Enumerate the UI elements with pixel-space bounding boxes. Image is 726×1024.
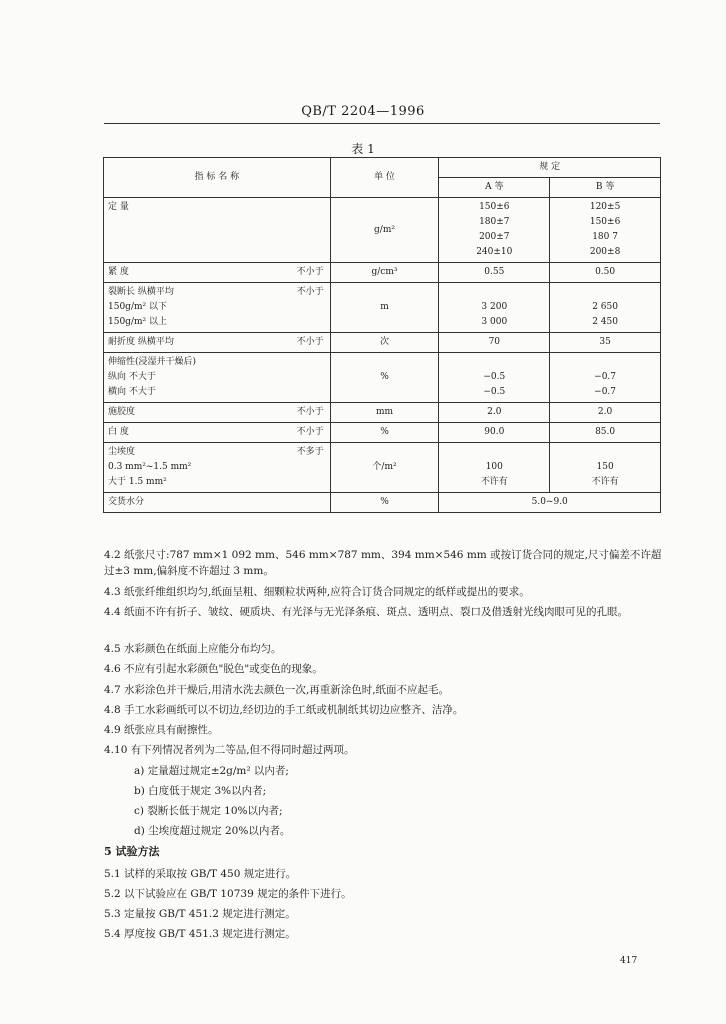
cell-line: 150±6 — [589, 217, 621, 227]
cell-line: 裂断长 纵横平均 — [108, 287, 174, 297]
cell-line: 85.0 — [595, 427, 616, 437]
cell-value: 5.0~9.0 — [439, 493, 661, 513]
cell-grade-a — [439, 283, 550, 333]
table-row — [104, 263, 661, 283]
paragraph: 4.5 水彩颜色在纸面上应能分布均匀。 — [104, 643, 282, 655]
header-grade-a: A 等 — [439, 178, 550, 198]
cell-grade-a — [439, 198, 550, 263]
cell-limit: 不小于 — [296, 337, 324, 347]
cell-unit: g/cm³ — [330, 263, 439, 283]
cell-line: 2 450 — [592, 317, 618, 327]
cell-line: 120±5 — [589, 202, 621, 212]
cell-line — [443, 445, 545, 460]
paragraph: 4.4 纸面不许有折子、皱纹、硬质块、有光泽与无光泽条痕、斑点、透明点、裂口及借透射光线肉眼可见的孔眼。 — [104, 606, 629, 618]
cell-line: 3 000 — [481, 317, 508, 327]
cell-grade-b — [550, 353, 661, 403]
sub-item: a) 定量超过规定±2g/m² 以内者; — [134, 765, 289, 777]
section-item: 5.1 试样的采取按 GB/T 450 规定进行。 — [104, 868, 297, 880]
sub-item: b) 白度低于规定 3%以内者; — [134, 785, 267, 797]
header-name: 指 标 名 称 — [104, 158, 331, 198]
cell-name — [104, 263, 331, 283]
page-header: QB/T 2204—1996 — [301, 104, 425, 119]
header-spec: 规 定 — [439, 158, 661, 178]
header-rule — [104, 123, 660, 124]
cell-grade-b — [550, 283, 661, 333]
cell-grade-a — [439, 353, 550, 403]
cell-line: 2 650 — [592, 302, 618, 312]
table-row — [104, 403, 661, 423]
cell-line: 施胶度 — [108, 407, 136, 417]
paragraph: 4.7 水彩涂色并干燥后,用清水洗去颜色一次,再重新涂色时,纸面不应起毛。 — [104, 684, 450, 696]
cell-line: 紧 度 — [108, 267, 129, 277]
cell-grade-b — [550, 333, 661, 353]
cell-grade-a — [439, 403, 550, 423]
cell-grade-b — [550, 198, 661, 263]
cell-limit: 不小于 — [296, 287, 324, 297]
cell-grade-b — [550, 403, 661, 423]
cell-line: 200±8 — [589, 247, 621, 257]
spec-table — [103, 157, 661, 513]
cell-grade-b — [550, 423, 661, 443]
cell-name — [104, 198, 331, 263]
cell-name — [104, 283, 331, 333]
cell-line: 大于 1.5 mm² — [108, 477, 167, 487]
cell-line: 横向 不大于 — [108, 387, 156, 397]
section-item: 5.2 以下试验应在 GB/T 10739 规定的条件下进行。 — [104, 888, 352, 900]
table-header-row — [104, 158, 661, 178]
cell-unit: % — [330, 423, 439, 443]
cell-line: 3 200 — [481, 302, 508, 312]
cell-limit: 不小于 — [296, 427, 324, 437]
cell-unit: 个/m² — [330, 443, 439, 493]
cell-line: 0.55 — [484, 267, 505, 277]
table-row — [104, 333, 661, 353]
cell-line — [554, 285, 656, 300]
cell-line: 2.0 — [597, 407, 613, 417]
cell-grade-b — [550, 263, 661, 283]
cell-line: 70 — [488, 337, 501, 347]
cell-line — [554, 445, 656, 460]
cell-grade-b — [550, 443, 661, 493]
cell-grade-a — [439, 443, 550, 493]
cell-line: 白 度 — [108, 427, 129, 437]
cell-grade-a — [439, 263, 550, 283]
cell-line: 150g/m² 以下 — [108, 302, 167, 312]
cell-line: 纵向 不大于 — [108, 372, 156, 382]
cell-line: 200±7 — [479, 232, 510, 242]
cell-line — [443, 285, 545, 300]
cell-line: 不许有 — [480, 477, 508, 487]
cell-limit: 不多于 — [296, 447, 324, 457]
cell-limit: 不小于 — [296, 267, 324, 277]
cell-line: 90.0 — [484, 427, 505, 437]
page-number: 417 — [620, 956, 638, 966]
cell-line: 150g/m² 以上 — [108, 317, 167, 327]
table-row-moisture — [104, 493, 661, 513]
paragraph: 4.6 不应有引起水彩颜色"脱色"或变色的现象。 — [104, 663, 323, 675]
paragraph: 4.10 有下列情况者列为二等品,但不得同时超过两项。 — [104, 744, 355, 756]
table-row — [104, 283, 661, 333]
cell-line: −0.7 — [594, 372, 617, 382]
cell-line: −0.5 — [483, 372, 506, 382]
cell-line: 0.50 — [595, 267, 616, 277]
paragraph: 4.2 纸张尺寸:787 mm×1 092 mm、546 mm×787 mm、394 mm×546 mm 或按订货合同的规定,尺寸偏差不许超过±3 mm,偏斜度不许超过 3 mm。 — [104, 549, 662, 577]
cell-limit: 不小于 — [296, 407, 324, 417]
cell-line: 150±6 — [479, 202, 510, 212]
cell-unit: mm — [330, 403, 439, 423]
cell-line: −0.7 — [594, 387, 617, 397]
cell-line: 150 — [596, 462, 614, 472]
cell-name — [104, 423, 331, 443]
cell-line: 伸缩性(浸湿并干燥后) — [108, 357, 197, 367]
cell-line — [443, 355, 545, 370]
paragraph: 4.3 纸张纤维组织均匀,纸面呈粗、细颗粒状两种,应符合订货合同规定的纸样或提出的要求。 — [104, 586, 530, 598]
cell-name — [104, 333, 331, 353]
cell-line: 耐折度 纵横平均 — [108, 337, 174, 347]
cell-line: 100 — [485, 462, 503, 472]
cell-unit: % — [330, 353, 439, 403]
table-caption: 表 1 — [351, 142, 375, 156]
cell-line: 不许有 — [591, 477, 619, 487]
header-grade-b: B 等 — [550, 178, 661, 198]
cell-line — [554, 355, 656, 370]
cell-line: 35 — [599, 337, 611, 347]
table-row — [104, 198, 661, 263]
cell-name — [104, 443, 331, 493]
cell-grade-a — [439, 423, 550, 443]
cell-line: 0.3 mm²~1.5 mm² — [108, 462, 192, 472]
cell-line: 180 7 — [592, 232, 618, 242]
cell-line: −0.5 — [483, 387, 506, 397]
cell-name — [104, 353, 331, 403]
cell-line: 180±7 — [479, 217, 510, 227]
table-row — [104, 423, 661, 443]
paragraph: 4.9 纸张应具有耐擦性。 — [104, 724, 219, 736]
cell-name: 交货水分 — [104, 493, 331, 513]
header-unit: 单 位 — [330, 158, 439, 198]
cell-line: 2.0 — [487, 407, 502, 417]
sub-item: d) 尘埃度超过规定 20%以内者。 — [134, 825, 291, 837]
section-title: 5 试验方法 — [104, 845, 160, 858]
paragraph: 4.8 手工水彩画纸可以不切边,经切边的手工纸或机制纸其切边应整齐、洁净。 — [104, 704, 464, 716]
cell-unit: g/m² — [330, 198, 439, 263]
cell-line: 240±10 — [476, 247, 513, 257]
table-row — [104, 353, 661, 403]
cell-unit: % — [330, 493, 439, 513]
cell-unit: m — [330, 283, 439, 333]
section-item: 5.3 定量按 GB/T 451.2 规定进行测定。 — [104, 908, 296, 920]
cell-unit: 次 — [330, 333, 439, 353]
cell-line: 尘埃度 — [108, 447, 136, 457]
cell-line: 定 量 — [108, 202, 129, 212]
sub-item: c) 裂断长低于规定 10%以内者; — [134, 805, 283, 817]
cell-grade-a — [439, 333, 550, 353]
section-item: 5.4 厚度按 GB/T 451.3 规定进行测定。 — [104, 928, 296, 940]
cell-name — [104, 403, 331, 423]
table-row — [104, 443, 661, 493]
